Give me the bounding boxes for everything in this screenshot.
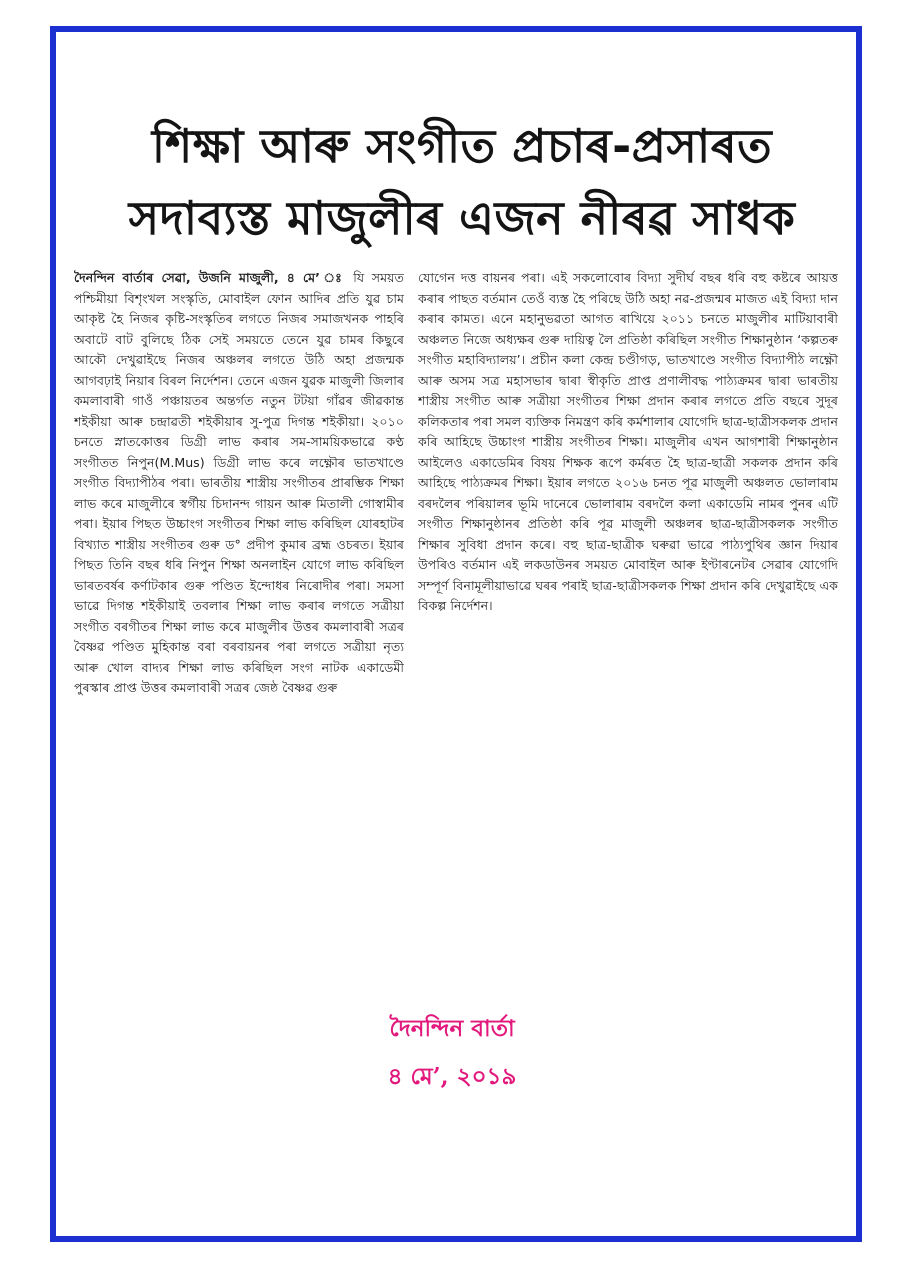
newspaper-clipping — [74, 110, 850, 910]
headline-line-2: সদাব্যস্ত মাজুলীৰ এজন নীৰৱ সাধক — [128, 191, 796, 245]
left-column-text: যি সময়ত পশ্চিমীয়া বিশৃংখল সংস্কৃতি, মোবাইল ফোন আদিৰ প্ৰতি যুৱ চাম আকৃষ্ট হৈ নিজৰ কৃষ্টি-সংস্কৃতিৰ লগতে নিজৰ সমাজখনক পাহৰি অবাটে বাট বুলিছে ঠিক সেই সময়তে তেনে যুৱ চামৰ কিছুৰে আকৌ দেখুৱাইছে নিজৰ অঞ্চলৰ লগতে উঠি অহা প্ৰজন্মক আগবঢ়াই নিয়াৰ বিৰল নিৰ্দেশন। তেনে এজন যুৱক মাজুলী জিলাৰ কমলাবাৰী গাওঁ পঞ্চায়তৰ অন্তৰ্গত নতুন টটয়া গাঁৱৰ জীৱকান্ত শইকীয়া আৰু চন্দ্ৰাৱতী শইকীয়াৰ সু-পুত্ৰ দিগন্ত শইকীয়া। ২০১০ চনতে স্নাতকোত্তৰ ডিগ্ৰী লাভ কৰাৰ সম-সাময়িকভাৱে কণ্ঠ সংগীতত নিপুন(M.Mus) ডিগ্ৰী লাভ কৰে লক্ষ্ণৌৰ ভাতখাণ্ডে সংগীত বিদ্যাপীঠৰ পৰা। ভাৰতীয় শাস্ত্ৰীয় সংগীতৰ প্ৰাৰম্ভিক শিক্ষা লাভ কৰে মাজুলীৰে স্বৰ্গীয় চিদানন্দ গায়ন আৰু মিতালী গোস্বামীৰ পৰা। ইয়াৰ পিছত উচ্চাংগ সংগীতৰ শিক্ষা লাভ কৰিছিল যোৰহাটৰ বিখ্যাত শাস্ত্ৰীয় সংগীতৰ গুৰু ড° প্ৰদীপ কুমাৰ ব্ৰহ্ম ওচৰত। ইয়াৰ পিছত তিনি বছৰ ধৰি নিপুন শিক্ষা অনলাইন যোগে লাভ কৰিছিল ভাৰতবৰ্ষৰ কৰ্ণাটকাৰ গুৰু পণ্ডিত ইন্দোধৰ নিৰোদীৰ পৰা। সমসা ভাৱে দিগন্ত শইকীয়াই তবলাৰ শিক্ষা লাভ কৰাৰ লগতে সত্ৰীয়া সংগীত বৰগীতৰ শিক্ষা লাভ কৰে মাজুলীৰ উত্তৰ কমলাবাৰী সত্ৰৰ বৈষ্ণৱ পণ্ডিত মুহিকান্ত বৰা বৰবায়নৰ পৰা লগতে সত্ৰীয়া নৃত্য আৰু খোল বাদ্যৰ শিক্ষা লাভ কৰিছিল সংগ নাটক একাডেমী পুৰস্কাৰ প্ৰাপ্ত উত্তৰ কমলাবাৰী সত্ৰৰ জেষ্ঠ বৈষ্ণৱ গুৰু — [74, 270, 404, 695]
right-column-text: যোগেন দত্ত বায়নৰ পৰা। এই সকলোবোৰ বিদ্যা সুদীৰ্ঘ বছৰ ধৰি বহু কষ্টৰে আয়ত্ত কৰাৰ পাছত বৰ্তমান তেওঁ ব্যস্ত হৈ পৰিছে উঠি অহা নৱ-প্ৰজন্মৰ মাজত এই বিদ্যা দান কৰাৰ কামত। এনে মহানুভৱতা আগত ৰাখিয়ে ২০১১ চনতে মাজুলীৰ মাটিয়াবাৰী অঞ্চলত নিজে অধ্যক্ষৰ গুৰু দায়িত্ব লৈ প্ৰতিষ্ঠা কৰিছিল সংগীত শিক্ষানুষ্ঠান ‘কল্পতৰু সংগীত মহাবিদ্যালয়’। প্ৰচীন কলা কেন্দ্ৰ চণ্ডীগড়, ভাতখাণ্ডে সংগীত বিদ্যাপীঠ লক্ষ্ণৌ আৰু অসম সত্ৰ মহাসভাৰ দ্বাৰা স্বীকৃতি প্ৰাপ্ত প্ৰণালীবদ্ধ পাঠ্যক্ৰমৰ দ্বাৰা ভাৰতীয় শাস্ত্ৰীয় সংগীত আৰু সত্ৰীয়া সংগীতৰ শিক্ষা প্ৰদান কৰাৰ লগতে প্ৰতি বছৰে সুদূৰ কলিকতাৰ পৰা সমল ব্যক্তিক নিমন্ত্ৰণ কৰি কৰ্মশালাৰ যোগেদি ছাত্ৰ-ছাত্ৰীসকলক প্ৰদান কৰি আহিছে উচ্চাংগ শাস্ত্ৰীয় সংগীতৰ শিক্ষা। মাজুলীৰ এখন আগশাৰী শিক্ষানুষ্ঠান আইলেও একাডেমিৰ বিষয় শিক্ষক ৰূপে কৰ্মৰত হৈ ছাত্ৰ-ছাত্ৰী সকলক প্ৰদান কৰি আহিছে পাঠ্যক্ৰমৰ শিক্ষা। ইয়াৰ লগতে ২০১৬ চনত পূৱ মাজুলী অঞ্চলত ভোলাৰাম বৰদলৈৰ পৰিয়ালৰ ভূমি দানেৰে ভোলাৰাম বৰদলৈ কলা একাডেমি নামৰ পুনৰ এটি সংগীত শিক্ষানুষ্ঠানৰ প্ৰতিষ্ঠা কৰি পূৱ মাজুলী অঞ্চলৰ ছাত্ৰ-ছাত্ৰীসকলক সংগীত শিক্ষাৰ সুবিধা প্ৰদান কৰে। বহু ছাত্ৰ-ছাত্ৰীক ঘৰুৱা ভাৱে পাঠ্যপুথিৰ জ্ঞান দিয়াৰ উপৰিও বৰ্তমান এই লকডাউনৰ সময়ত মোবাইল আৰু ইণ্টাৰনেটৰ সেৱাৰ যোগেদি সম্পূৰ্ণ বিনামূলীয়াভাৱে ঘৰৰ পৰাই ছাত্ৰ-ছাত্ৰীসকলক শিক্ষা প্ৰদান কৰি দেখুৱাইছে এক বিকল্প নিৰ্দেশন। — [418, 270, 838, 613]
left-column — [74, 268, 404, 902]
source-newspaper-name: দৈনন্দিন বাৰ্তা — [389, 1015, 515, 1042]
dateline: দৈনন্দিন বাৰ্তাৰ সেৱা, উজনি মাজুলী, ৪ মে’ ঃ — [74, 270, 346, 285]
article-body — [74, 268, 850, 904]
headline-line-1: শিক্ষা আৰু সংগীত প্ৰচাৰ-প্ৰসাৰত — [151, 119, 773, 173]
publication-date: ৪ মে’, ২০১৯ — [387, 1063, 517, 1090]
article-headline — [74, 110, 850, 254]
right-column — [418, 268, 838, 718]
